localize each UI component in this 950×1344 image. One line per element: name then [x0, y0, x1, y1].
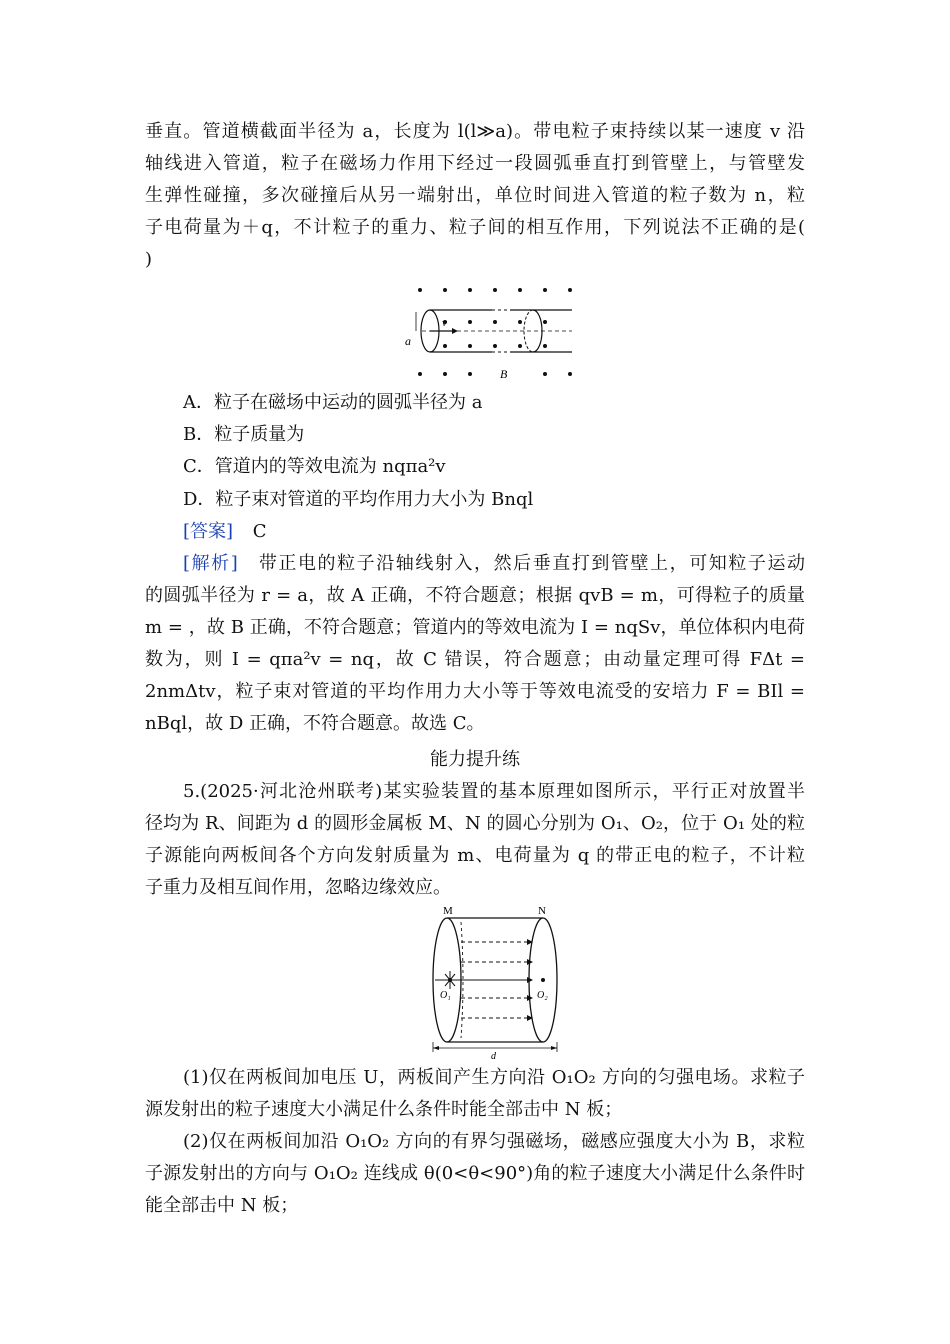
center1-label: O₁	[440, 990, 451, 1001]
pipe-magnetic-field-figure	[400, 282, 585, 382]
q4-stem-line: 生弹性碰撞，多次碰撞后从另一端射出，单位时间进入管道的粒子数为 n，粒	[145, 185, 805, 206]
analysis-line: 2nmΔtv，粒子束对管道的平均作用力大小等于等效电流受的安培力 F = BIl =	[145, 681, 805, 702]
answer-tag: [答案]	[183, 521, 234, 542]
analysis-line: nBql，故 D 正确，不符合题意。故选 C。	[145, 713, 485, 734]
analysis-line	[145, 548, 805, 580]
option-a: A．粒子在磁场中运动的圆弧半径为 a	[183, 392, 483, 413]
q4-stem-line: 垂直。管道横截面半径为 a，长度为 l(l≫a)。带电粒子束持续以某一速度 v 沿	[145, 121, 805, 142]
field-label: B	[500, 367, 508, 381]
sub2-line: 子源发射出的方向与 O₁O₂ 连线成 θ(0<θ<90°)角的粒子速度大小满足什么条件时	[145, 1163, 805, 1184]
analysis	[145, 548, 805, 740]
analysis-line: m = ，故 B 正确，不符合题意；管道内的等效电流为 I = nqSv，单位体积内电荷	[145, 617, 805, 638]
q5-line: 5.(2025·河北沧州联考)某实验装置的基本原理如图所示，平行正对放置半	[183, 781, 805, 802]
velocity-label: v	[442, 317, 447, 329]
sub1-line: (1)仅在两板间加电压 U，两板间产生方向沿 O₁O₂ 方向的匀强电场。求粒子	[183, 1067, 805, 1088]
center2-label: O₂	[537, 990, 548, 1001]
q4-stem-line: )	[145, 249, 153, 270]
option-d: D．粒子束对管道的平均作用力大小为 Bnql	[183, 489, 534, 510]
analysis-tag: [解析]	[183, 553, 238, 574]
sub2-line: (2)仅在两板间加沿 O₁O₂ 方向的有界匀强磁场，磁感应强度大小为 B，求粒	[183, 1131, 805, 1152]
section-title: 能力提升练	[430, 749, 520, 770]
field-dots	[418, 288, 572, 376]
q5-sub1	[145, 1062, 805, 1126]
analysis-line: 的圆弧半径为 r = a，故 A 正确，不符合题意；根据 qvB = m，可得粒子的质量	[145, 585, 805, 606]
sub2-line: 能全部击中 N 板；	[145, 1195, 299, 1216]
option-c: C．管道内的等效电流为 nqπa²v	[183, 456, 446, 477]
distance-label: d	[491, 1051, 496, 1060]
q5-line: 子重力及相互间作用，忽略边缘效应。	[145, 877, 451, 898]
q5-stem	[145, 776, 805, 904]
q4-stem-line: 子电荷量为＋q，不计粒子的重力、粒子间的相互作用，下列说法不正确的是(	[145, 217, 805, 238]
sub1-line: 源发射出的粒子速度大小满足什么条件时能全部击中 N 板；	[145, 1099, 623, 1120]
q5-line: 径均为 R、间距为 d 的圆形金属板 M、N 的圆心分别为 O₁、O₂，位于 O₁ 处的粒	[145, 813, 805, 834]
q5-line: 子源能向两板间各个方向发射质量为 m、电荷量为 q 的带正电的粒子，不计粒	[145, 845, 805, 866]
q4-stem	[145, 116, 805, 276]
plate-n-label: N	[538, 905, 546, 917]
answer-value: C	[252, 521, 267, 542]
radius-label: a	[405, 334, 411, 348]
analysis-line: 数为，则 I = qπa²v = nq，故 C 错误，符合题意；由动量定理可得 FΔt =	[145, 649, 805, 670]
q4-stem-line: 轴线进入管道，粒子在磁场力作用下经过一段圆弧垂直打到管壁上，与管壁发	[145, 153, 805, 174]
analysis-text: 带正电的粒子沿轴线射入，然后垂直打到管壁上，可知粒子运动	[258, 553, 805, 574]
parallel-plates-figure	[425, 900, 565, 1060]
plate-m-label: M	[443, 905, 453, 917]
answer-row	[183, 516, 267, 548]
q5-sub2	[145, 1126, 805, 1222]
option-b: B．粒子质量为	[183, 424, 305, 445]
